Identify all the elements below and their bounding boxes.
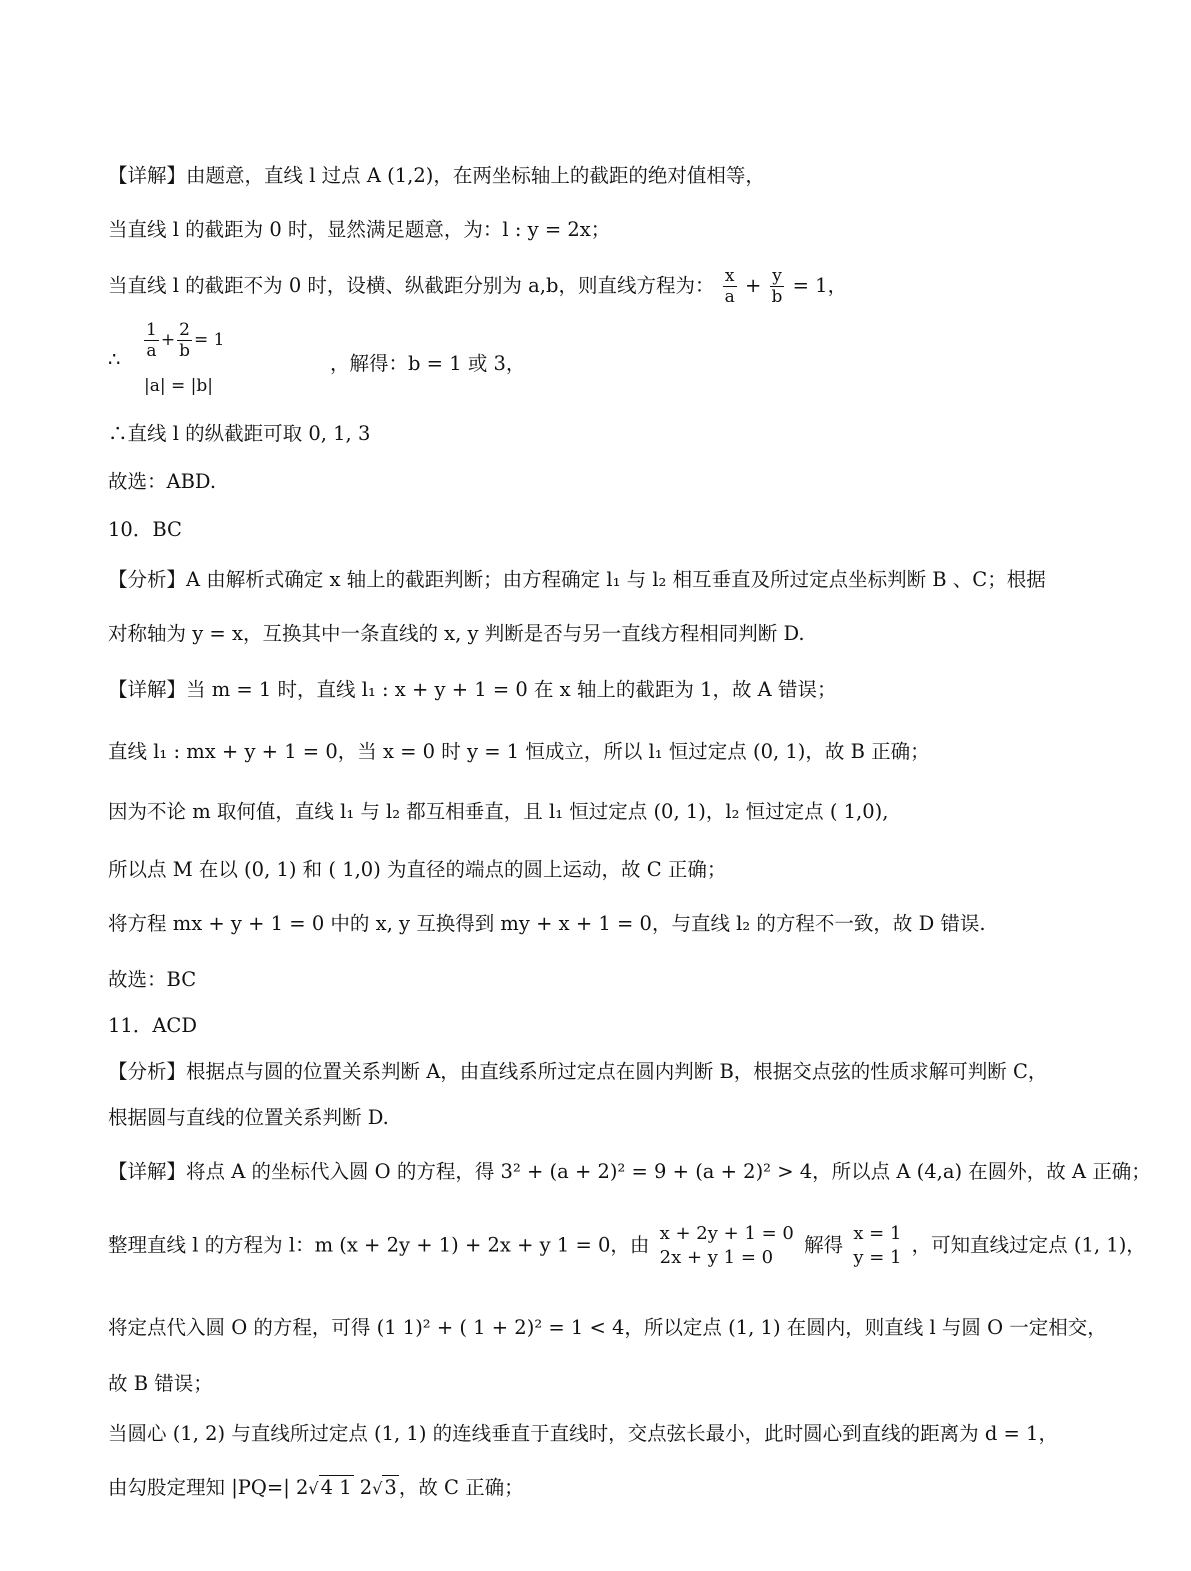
equals-one: = 1 bbox=[193, 330, 225, 350]
text-span: 2 bbox=[353, 1476, 373, 1499]
sqrt-sign: √ bbox=[308, 1479, 319, 1498]
text-line: 因为不论 m 取何值，直线 l₁ 与 l₂ 都互相垂直，且 l₁ 恒过定点 (0, 1)，l₂ 恒过定点 ( 1,0), bbox=[108, 800, 889, 823]
text-line: 将定点代入圆 O 的方程，可得 (1 1)² + ( 1 + 2)² = 1 < 4，所以定点 (1, 1) 在圆内，则直线 l 与圆 O 一定相交， bbox=[108, 1316, 1107, 1339]
fraction bbox=[723, 266, 737, 307]
text-line: 当直线 l 的截距为 0 时，显然满足题意，为：l : y = 2x； bbox=[108, 218, 611, 241]
text-line: 故 B 错误； bbox=[108, 1372, 213, 1395]
solution-system bbox=[853, 1222, 901, 1270]
frac-den: a bbox=[724, 287, 735, 307]
text-line: 根据圆与直线的位置关系判断 D. bbox=[108, 1106, 389, 1129]
fraction bbox=[144, 320, 159, 361]
text-line: 【详解】由题意，直线 l 过点 A (1,2)，在两坐标轴上的截距的绝对值相等， bbox=[108, 164, 765, 187]
text-span: ，可知直线过定点 (1, 1)， bbox=[911, 1233, 1146, 1257]
text-span: = 1， bbox=[792, 274, 848, 297]
text-span: 当直线 l 的截距不为 0 时，设横、纵截距分别为 a,b，则直线方程为： bbox=[108, 274, 715, 297]
text-line: 将方程 mx + y + 1 = 0 中的 x, y 互换得到 my + x + 1 = 0，与直线 l₂ 的方程不一致，故 D 错误. bbox=[108, 912, 986, 935]
text-line: 故选：ABD. bbox=[108, 470, 217, 493]
text-line: 故选：BC bbox=[108, 968, 197, 991]
text-line: 【详解】将点 A 的坐标代入圆 O 的方程，得 3² + (a + 2)² = 9 + (a + 2)² > 4，所以点 A (4,a) 在圆外，故 A 正确； bbox=[108, 1160, 1151, 1183]
abs-equation: |a| = |b| bbox=[144, 376, 213, 396]
therefore-symbol: ∴ bbox=[108, 348, 121, 371]
frac-den: b bbox=[179, 341, 190, 361]
therefore-system bbox=[108, 320, 528, 406]
fraction bbox=[177, 320, 192, 361]
frac-num: 1 bbox=[146, 320, 157, 340]
text-line: 对称轴为 y = x，互换其中一条直线的 x, y 判断是否与另一直线方程相同判断 D. bbox=[108, 622, 805, 645]
text-span: ，故 C 正确； bbox=[398, 1476, 524, 1499]
text-line: 【详解】当 m = 1 时，直线 l₁ : x + y + 1 = 0 在 x 轴上的截距为 1，故 A 错误； bbox=[108, 678, 837, 701]
frac-num: 2 bbox=[177, 320, 192, 341]
text-line: 【分析】根据点与圆的位置关系判断 A，由直线系所过定点在圆内判断 B，根据交点弦的性质求解可判断 C， bbox=[108, 1060, 1048, 1083]
system-row: x = 1 bbox=[853, 1223, 902, 1244]
answer-heading: 10．BC bbox=[108, 518, 182, 541]
system-eq1 bbox=[142, 320, 224, 361]
text-span: ，解得：b = 1 或 3， bbox=[330, 352, 526, 375]
text-line: ∴直线 l 的纵截距可取 0, 1, 3 bbox=[108, 422, 371, 445]
system-row: x + 2y + 1 = 0 bbox=[659, 1223, 794, 1244]
frac-num: x bbox=[723, 266, 737, 287]
text-line: 直线 l₁ : mx + y + 1 = 0，当 x = 0 时 y = 1 恒成立，所以 l₁ 恒过定点 (0, 1)，故 B 正确； bbox=[108, 740, 930, 763]
text-span: 由勾股定理知 |PQ=| 2 bbox=[108, 1476, 309, 1499]
fraction bbox=[770, 266, 785, 307]
text-span: 整理直线 l 的方程为 l：m (x + 2y + 1) + 2x + y 1 = 0，由 bbox=[108, 1233, 650, 1257]
text-line bbox=[108, 1222, 1146, 1270]
answer-heading: 11．ACD bbox=[108, 1014, 197, 1037]
frac-den: b bbox=[771, 287, 783, 307]
sqrt-radicand: 3 bbox=[384, 1476, 397, 1499]
plus-sign: + bbox=[745, 274, 762, 297]
text-span: 解得 bbox=[804, 1233, 844, 1257]
text-line bbox=[108, 266, 1095, 307]
text-line: 【分析】A 由解析式确定 x 轴上的截距判断；由方程确定 l₁ 与 l₂ 相互垂直及所过定点坐标判断 B 、C；根据 bbox=[108, 568, 1046, 591]
frac-den: a bbox=[146, 341, 157, 361]
sqrt-radicand: 4 1 bbox=[320, 1476, 352, 1499]
plus-sign: + bbox=[160, 330, 176, 350]
frac-num: y bbox=[770, 266, 785, 287]
sqrt-sign: √ bbox=[372, 1479, 383, 1498]
equation-system bbox=[660, 1222, 794, 1270]
text-line bbox=[108, 1474, 1095, 1503]
system-row: y = 1 bbox=[853, 1247, 902, 1268]
system-row: 2x + y 1 = 0 bbox=[659, 1247, 774, 1268]
text-line: 当圆心 (1, 2) 与直线所过定点 (1, 1) 的连线垂直于直线时，交点弦长最小，此时圆心到直线的距离为 d = 1， bbox=[108, 1422, 1058, 1445]
text-line: 所以点 M 在以 (0, 1) 和 ( 1,0) 为直径的端点的圆上运动，故 C 正确； bbox=[108, 858, 727, 881]
